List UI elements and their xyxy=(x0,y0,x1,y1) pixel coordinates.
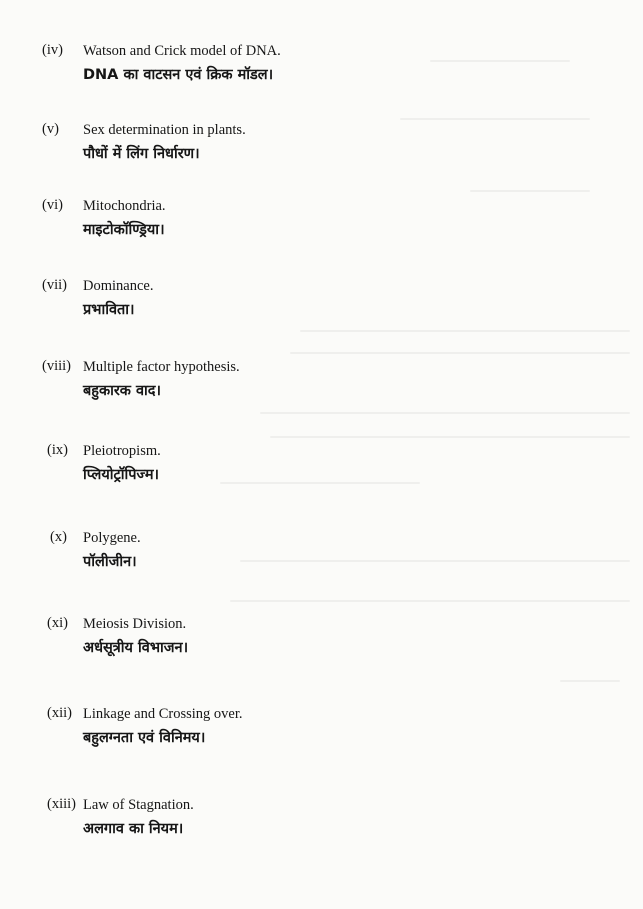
item-english: Watson and Crick model of DNA. xyxy=(83,43,281,59)
bleed-through-line xyxy=(230,600,630,602)
item-hindi: बहुकारक वाद। xyxy=(83,383,161,399)
item-hindi: अर्धसूत्रीय विभाजन। xyxy=(83,640,189,656)
bleed-through-line xyxy=(400,118,590,120)
item-hindi: पॉलीजीन। xyxy=(83,554,137,570)
bleed-through-line xyxy=(260,412,630,414)
item-number: (ix) xyxy=(47,442,68,458)
item-hindi: प्लियोट्रॉपिज्म। xyxy=(83,467,159,483)
bleed-through-line xyxy=(220,482,420,484)
item-english: Mitochondria. xyxy=(83,198,166,214)
item-english: Dominance. xyxy=(83,278,154,294)
item-english: Multiple factor hypothesis. xyxy=(83,359,240,375)
item-english: Linkage and Crossing over. xyxy=(83,706,243,722)
item-hindi: पौधों में लिंग निर्धारण। xyxy=(83,146,200,162)
item-english: Sex determination in plants. xyxy=(83,122,246,138)
bleed-through-line xyxy=(270,436,630,438)
item-english: Law of Stagnation. xyxy=(83,797,194,813)
item-hindi: बहुलग्नता एवं विनिमय। xyxy=(83,730,206,746)
item-number: (vii) xyxy=(42,277,67,293)
bleed-through-line xyxy=(300,330,630,332)
item-english: Meiosis Division. xyxy=(83,616,187,632)
bleed-through-line xyxy=(560,680,620,682)
item-number: (xi) xyxy=(47,615,68,631)
item-number: (xii) xyxy=(47,705,72,721)
item-hindi: प्रभाविता। xyxy=(83,302,135,318)
bleed-through-line xyxy=(430,60,570,62)
item-hindi: DNA का वाटसन एवं क्रिक मॉडल। xyxy=(83,67,274,83)
item-english: Polygene. xyxy=(83,530,141,546)
item-number: (vi) xyxy=(42,197,63,213)
item-hindi: अलगाव का नियम। xyxy=(83,821,184,837)
item-number: (v) xyxy=(42,121,59,137)
item-english: Pleiotropism. xyxy=(83,443,161,459)
bleed-through-line xyxy=(240,560,630,562)
bleed-through-line xyxy=(290,352,630,354)
item-hindi: माइटोकॉण्ड्रिया। xyxy=(83,222,165,238)
item-number: (x) xyxy=(50,529,67,545)
item-number: (xiii) xyxy=(47,796,76,812)
item-number: (iv) xyxy=(42,42,63,58)
item-number: (viii) xyxy=(42,358,71,374)
bleed-through-line xyxy=(470,190,590,192)
